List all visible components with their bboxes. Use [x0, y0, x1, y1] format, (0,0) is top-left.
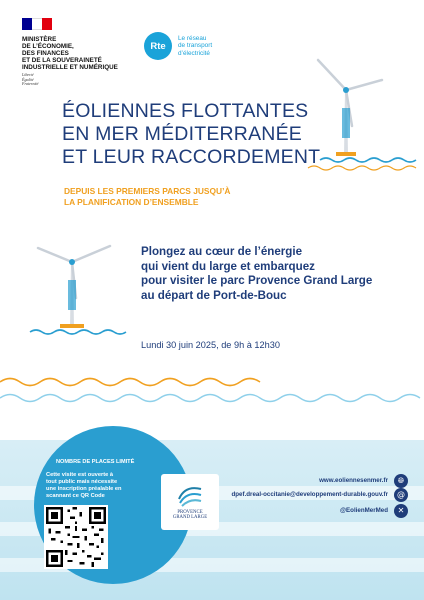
provence-grand-large-mark-icon — [175, 479, 205, 509]
limited-places-title: NOMBRE DE PLACES LIMITÉ — [56, 459, 135, 465]
limited-places-text: Cette visite est ouverte à tout public mais nécessite une inscription préalable en scannant ce QR Code — [46, 472, 122, 499]
website-link[interactable]: www.eoliennesenmer.fr — [319, 477, 388, 484]
subtitle — [64, 186, 230, 208]
rte-logo — [144, 32, 212, 60]
subtitle-line: LA PLANIFICATION D’ENSEMBLE — [64, 197, 199, 207]
ministry-name: MINISTÈRE DE L’ÉCONOMIE, DES FINANCES ET DE LA SOUVERAINETÉ INDUSTRIELLE ET NUMÉRIQUE — [22, 36, 118, 71]
partner-logo-text: PROVENCE GRAND LARGE — [172, 510, 208, 521]
floating-wind-turbine-left-illustration — [10, 228, 140, 358]
page-title — [62, 100, 362, 169]
globe-icon: 🌐︎ — [394, 474, 408, 488]
qr-code-icon — [46, 507, 106, 567]
intro-text — [141, 245, 411, 303]
intro-line: pour visiter le parc Provence Grand Large — [141, 274, 373, 287]
provence-grand-large-logo — [161, 474, 219, 530]
x-icon: ✕ — [394, 504, 408, 518]
intro-line: qui vient du large et embarquez — [141, 259, 315, 273]
intro-line: au départ de Port-de-Bouc — [141, 288, 287, 302]
rte-logo-mark: Rte — [144, 32, 172, 60]
subtitle-line: DEPUIS LES PREMIERS PARCS JUSQU’À — [64, 186, 231, 196]
email-link[interactable]: dpef.dreal-occitanie@developpement-durable.gouv.fr — [231, 491, 388, 498]
event-date: Lundi 30 juin 2025, de 9h à 12h30 — [141, 340, 280, 350]
ministry-logo — [22, 18, 118, 87]
title-line: EN MER MÉDITERRANÉE — [62, 123, 302, 145]
title-line: ÉOLIENNES FLOTTANTES — [62, 100, 309, 122]
republic-motto: Liberté Égalité Fraternité — [22, 72, 39, 86]
intro-line: Plongez au cœur de l’énergie — [141, 245, 303, 258]
social-handle-link[interactable]: @EolienMerMed — [340, 507, 388, 514]
at-icon: @ — [394, 488, 408, 502]
rte-tagline: Le réseau de transport d’électricité — [178, 35, 213, 57]
french-flag-icon — [22, 18, 52, 30]
wave-decoration — [0, 368, 424, 418]
registration-qr-code[interactable] — [44, 505, 108, 569]
title-line: ET LEUR RACCORDEMENT — [62, 146, 321, 168]
